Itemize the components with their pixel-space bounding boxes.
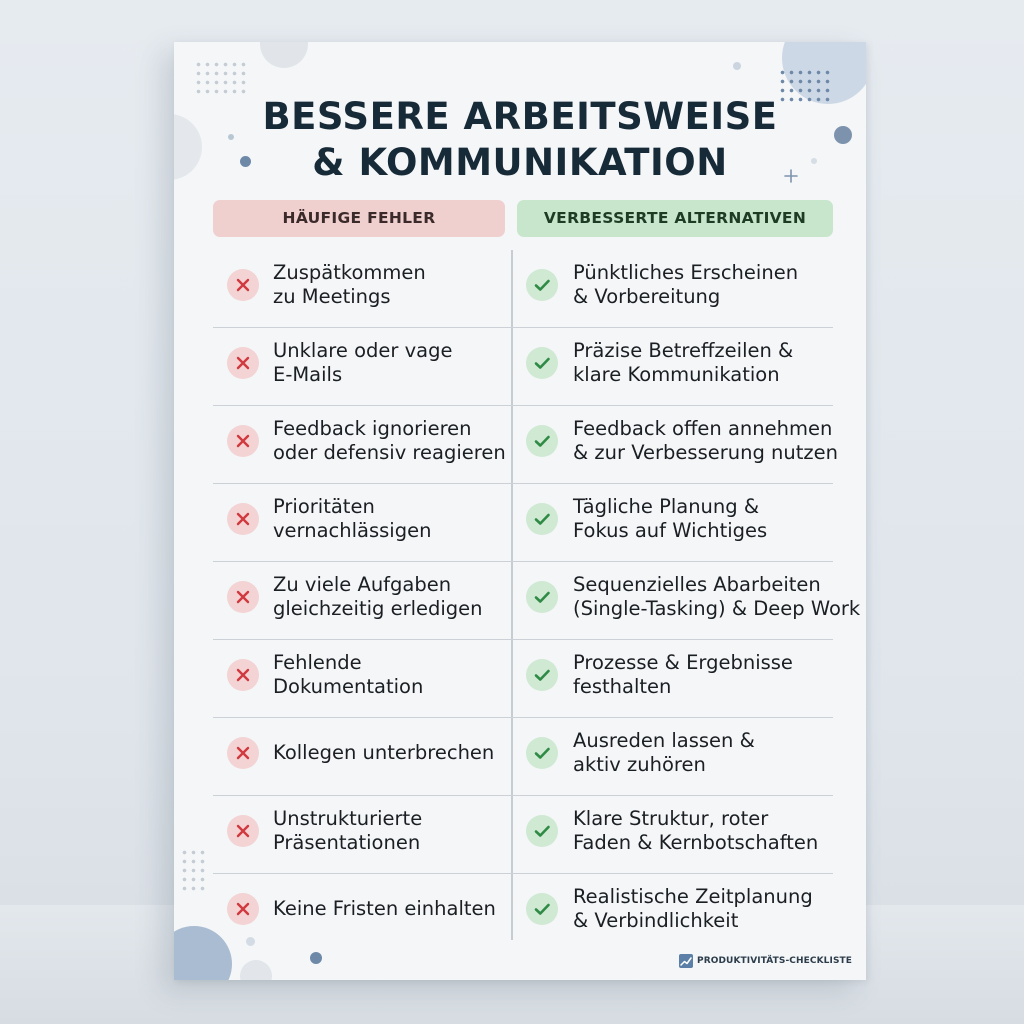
alternative-text: Pünktliches Erscheinen & Vorbereitung bbox=[573, 261, 799, 308]
decor-dot-bottom-1 bbox=[310, 952, 322, 964]
title-line-1: BESSERE ARBEITSWEISE bbox=[262, 95, 778, 138]
alternative-text: Realistische Zeitplanung & Verbindlichkeit bbox=[573, 885, 813, 932]
table-row bbox=[213, 796, 833, 874]
poster bbox=[174, 42, 866, 980]
decor-circle-top-left bbox=[260, 42, 308, 68]
decor-dot-grid-top-left bbox=[194, 60, 248, 96]
alternative-text: Sequenzielles Abarbeiten (Single-Tasking) & Deep Work bbox=[573, 573, 861, 620]
table-row bbox=[213, 484, 833, 562]
checkmark-icon bbox=[526, 581, 558, 613]
checkmark-icon bbox=[526, 503, 558, 535]
decor-dot-small-top bbox=[733, 62, 741, 70]
checkmark-icon bbox=[526, 269, 558, 301]
footer-brand bbox=[679, 953, 852, 969]
mistake-text: Feedback ignorieren oder defensiv reagieren bbox=[273, 417, 506, 464]
title-line-2: & KOMMUNIKATION bbox=[312, 141, 728, 184]
mistake-text: Keine Fristen einhalten bbox=[273, 897, 496, 920]
mistake-text: Zu viele Aufgaben gleichzeitig erledigen bbox=[273, 573, 483, 620]
table-row bbox=[213, 718, 833, 796]
cross-icon bbox=[227, 269, 259, 301]
checkmark-icon bbox=[526, 347, 558, 379]
decor-circle-bottom-left-2 bbox=[240, 960, 272, 980]
checkmark-icon bbox=[526, 815, 558, 847]
table-row bbox=[213, 874, 833, 952]
mistake-text: Unklare oder vage E-Mails bbox=[273, 339, 453, 386]
checkmark-icon bbox=[526, 659, 558, 691]
alternative-text: Prozesse & Ergebnisse festhalten bbox=[573, 651, 793, 698]
header-mistakes: HÄUFIGE FEHLER bbox=[213, 200, 505, 237]
checkmark-icon bbox=[526, 737, 558, 769]
cross-icon bbox=[227, 815, 259, 847]
cross-icon bbox=[227, 503, 259, 535]
table-row bbox=[213, 562, 861, 640]
checkmark-icon bbox=[526, 425, 558, 457]
cross-icon bbox=[227, 425, 259, 457]
page-title bbox=[174, 94, 866, 186]
alternative-text: Tägliche Planung & Fokus auf Wichtiges bbox=[573, 495, 768, 542]
mistake-text: Fehlende Dokumentation bbox=[273, 651, 424, 698]
table-row bbox=[213, 640, 833, 718]
table-row bbox=[213, 250, 833, 328]
cross-icon bbox=[227, 347, 259, 379]
mistake-text: Prioritäten vernachlässigen bbox=[273, 495, 432, 542]
checkmark-icon bbox=[526, 893, 558, 925]
table-row bbox=[213, 328, 833, 406]
alternative-text: Präzise Betreffzeilen & klare Kommunikation bbox=[573, 339, 794, 386]
header-alternatives: VERBESSERTE ALTERNATIVEN bbox=[517, 200, 833, 237]
alternative-text: Feedback offen annehmen & zur Verbesserung nutzen bbox=[573, 417, 839, 464]
decor-dot-grid-bottom-left bbox=[180, 848, 207, 893]
alternative-text: Ausreden lassen & aktiv zuhören bbox=[573, 729, 755, 776]
mistake-text: Kollegen unterbrechen bbox=[273, 741, 495, 764]
cross-icon bbox=[227, 737, 259, 769]
mistake-text: Zuspätkommen zu Meetings bbox=[273, 261, 426, 308]
alternative-text: Klare Struktur, roter Faden & Kernbotschaften bbox=[573, 807, 819, 854]
footer-label: PRODUKTIVITÄTS-CHECKLISTE bbox=[697, 956, 853, 966]
table-row bbox=[213, 406, 839, 484]
chart-trend-icon bbox=[679, 954, 693, 968]
mistake-text: Unstrukturierte Präsentationen bbox=[273, 807, 423, 854]
cross-icon bbox=[227, 893, 259, 925]
cross-icon bbox=[227, 659, 259, 691]
cross-icon bbox=[227, 581, 259, 613]
